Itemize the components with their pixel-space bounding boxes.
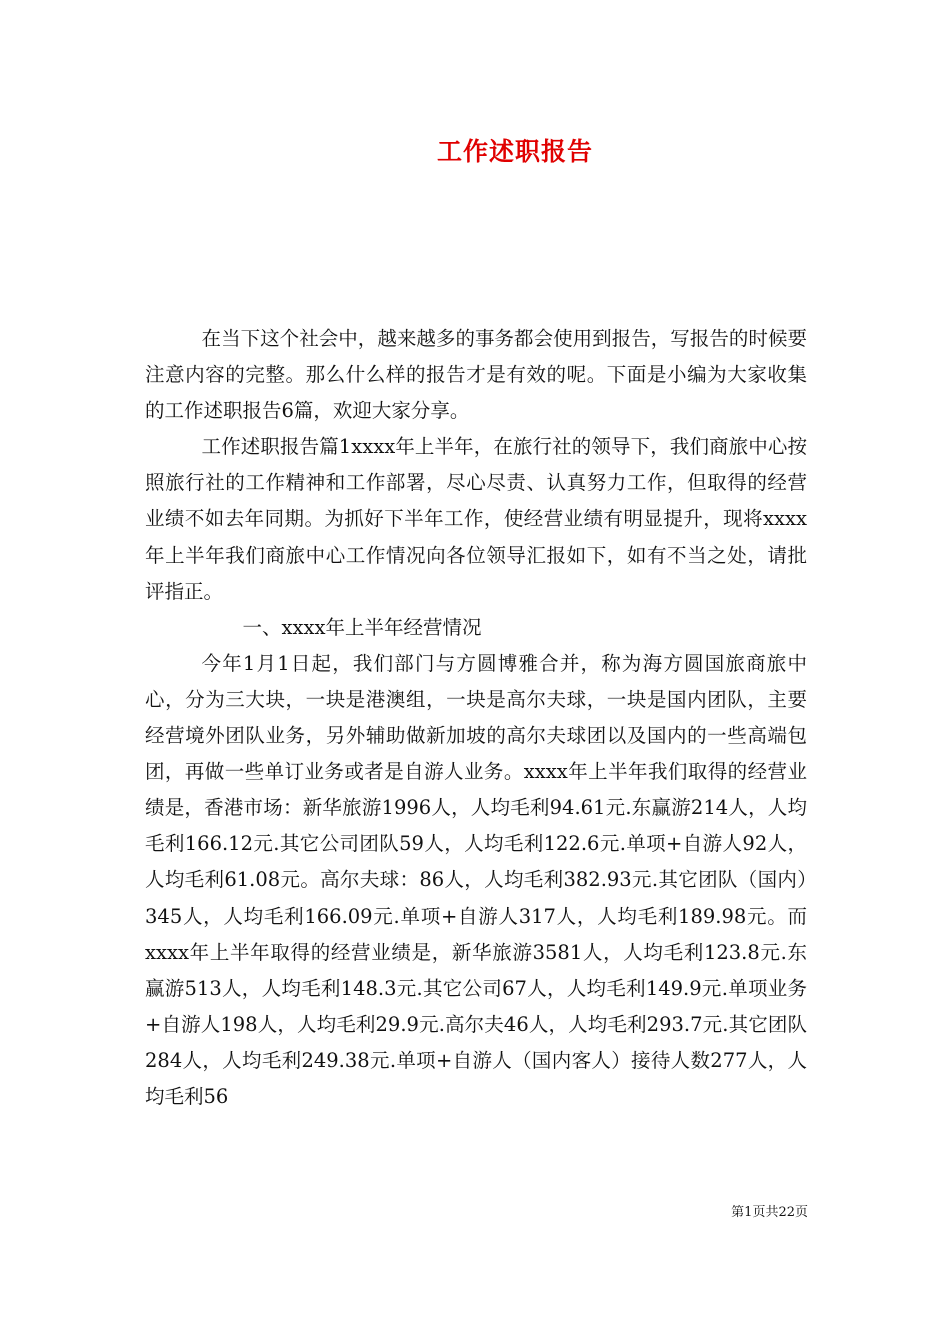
intro-paragraph: 在当下这个社会中，越来越多的事务都会使用到报告，写报告的时候要注意内容的完整。那么什么样的报告才是有效的呢。下面是小编为大家收集的工作述职报告6篇，欢迎大家分享。 [145,327,807,423]
section-heading: 一、xxxx年上半年经营情况 [242,615,482,639]
page-number: 第1页共22页 [731,1205,808,1220]
business-results-paragraph: 今年1月1日起，我们部门与方圆博雅合并，称为海方圆国旅商旅中心，分为三大块，一块是港澳组，一块是高尔夫球，一块是国内团队，主要经营境外团队业务，另外辅助做新加坡的高尔夫球团以及国内的一些高端包团，再做一些单订业务或者是自游人业务。xxxx年上半年我们取得的经营业绩是，香港市场：新华旅游1996人，人均毛利94.61元.东赢游214人，人均毛利166.12元.其它公司团队59人，人均毛利122.6元.单项+自游人92人，人均毛利61.08元。高尔夫球：86人，人均毛利382.93元.其它团队（国内）345人，人均毛利166.09元.单项+自游人317人，人均毛利189.98元。而xxxx年上半年取得的经营业绩是，新华旅游3581人，人均毛利123.8元.东赢游513人，人均毛利148.3元.其它公司67人，人均毛利149.9元.单项业务+自游人198人，人均毛利29.9元.高尔夫46人，人均毛利293.7元.其它团队284人，人均毛利249.38元.单项+自游人（国内客人）接待人数277人，人均毛利56 [145,651,807,1108]
document-body [145,321,807,1115]
document-title: 工作述职报告 [436,137,593,166]
report-one-paragraph: 工作述职报告篇1xxxx年上半年，在旅行社的领导下，我们商旅中心按照旅行社的工作精神和工作部署，尽心尽责、认真努力工作，但取得的经营业绩不如去年同期。为抓好下半年工作，使经营业绩有明显提升，现将xxxx年上半年我们商旅中心工作情况向各位领导汇报如下，如有不当之处，请批评指正。 [145,435,807,603]
